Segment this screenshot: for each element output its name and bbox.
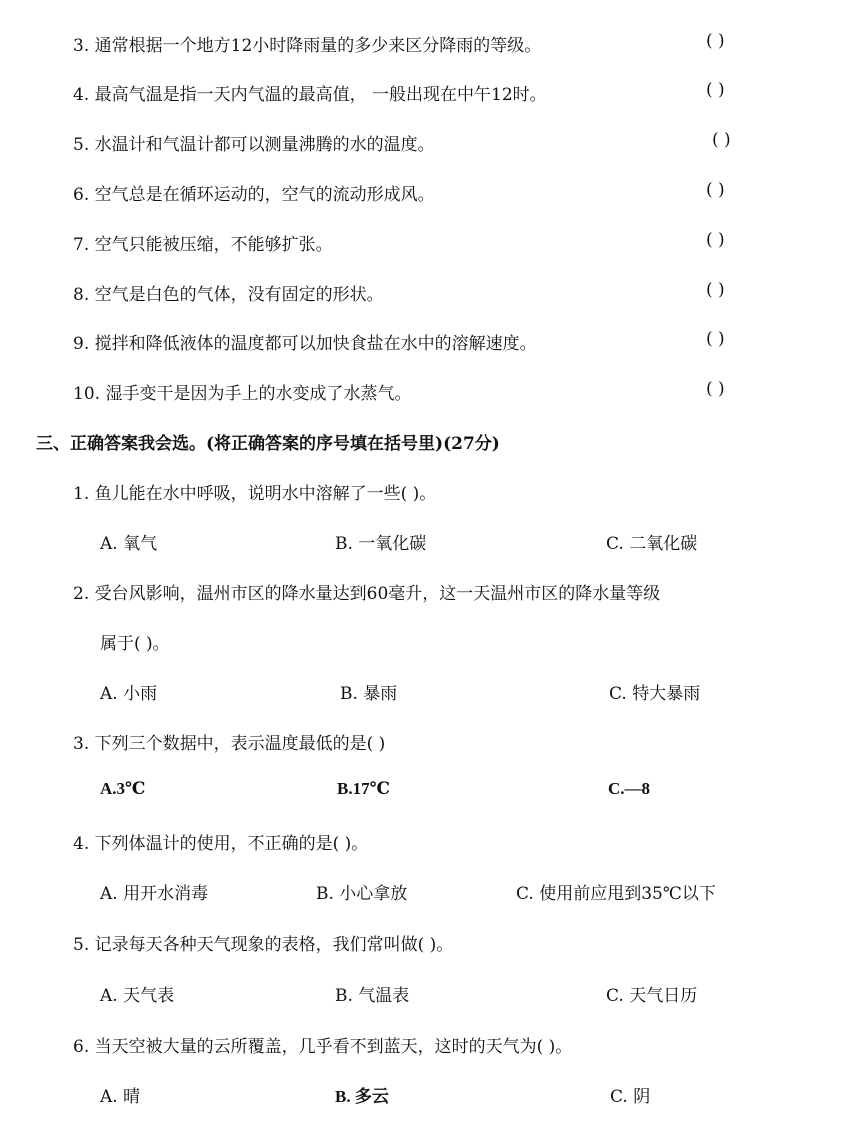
answer-paren[interactable]: ( ) <box>706 31 725 51</box>
option-a[interactable]: A. 晴 <box>100 1087 141 1107</box>
judgement-item-7: 7. 空气只能被压缩，不能够扩张。 <box>73 235 333 255</box>
section-heading: 三、正确答案我会选。(将正确答案的序号填在括号里)(27分) <box>36 434 500 454</box>
question-2: 2. 受台风影响，温州市区的降水量达到60毫升，这一天温州市区的降水量等级 <box>73 584 661 604</box>
answer-paren[interactable]: ( ) <box>706 329 725 349</box>
question-3: 3. 下列三个数据中，表示温度最低的是( ) <box>73 734 386 754</box>
question-6: 6. 当天空被大量的云所覆盖，几乎看不到蓝天，这时的天气为( )。 <box>73 1037 573 1057</box>
option-c[interactable]: C. 二氧化碳 <box>606 534 698 554</box>
option-c[interactable]: C. 特大暴雨 <box>609 684 701 704</box>
option-a[interactable]: A. 用开水消毒 <box>100 884 209 904</box>
question-1: 1. 鱼儿能在水中呼吸，说明水中溶解了一些( )。 <box>73 484 437 504</box>
option-a[interactable]: A. 天气表 <box>100 986 175 1006</box>
judgement-item-9: 9. 搅拌和降低液体的温度都可以加快食盐在水中的溶解速度。 <box>73 334 537 354</box>
option-a[interactable]: A. 小雨 <box>100 684 158 704</box>
option-b[interactable]: B. 一氧化碳 <box>335 534 427 554</box>
option-b[interactable]: B. 气温表 <box>335 986 410 1006</box>
option-b[interactable]: B.17℃ <box>337 779 390 798</box>
option-a[interactable]: A.3℃ <box>100 779 146 798</box>
question-4: 4. 下列体温计的使用，不正确的是( )。 <box>73 834 369 854</box>
question-5: 5. 记录每天各种天气现象的表格，我们常叫做( )。 <box>73 935 454 955</box>
option-c[interactable]: C. 天气日历 <box>606 986 698 1006</box>
judgement-item-10: 10. 湿手变干是因为手上的水变成了水蒸气。 <box>73 384 412 404</box>
option-c[interactable]: C.—8 <box>608 779 651 798</box>
option-b[interactable]: B. 多云 <box>335 1087 389 1106</box>
answer-paren[interactable]: ( ) <box>712 130 731 150</box>
answer-paren[interactable]: ( ) <box>706 379 725 399</box>
judgement-item-6: 6. 空气总是在循环运动的，空气的流动形成风。 <box>73 185 435 205</box>
option-c[interactable]: C. 使用前应甩到35℃以下 <box>516 884 716 904</box>
option-c[interactable]: C. 阴 <box>610 1087 651 1107</box>
answer-paren[interactable]: ( ) <box>706 80 725 100</box>
judgement-item-3: 3. 通常根据一个地方12小时降雨量的多少来区分降雨的等级。 <box>73 36 542 56</box>
judgement-item-8: 8. 空气是白色的气体，没有固定的形状。 <box>73 285 384 305</box>
option-b[interactable]: B. 小心拿放 <box>316 884 408 904</box>
question-2-continued: 属于( )。 <box>100 634 170 654</box>
answer-paren[interactable]: ( ) <box>706 180 725 200</box>
option-b[interactable]: B. 暴雨 <box>340 684 398 704</box>
answer-paren[interactable]: ( ) <box>706 280 725 300</box>
judgement-item-5: 5. 水温计和气温计都可以测量沸腾的水的温度。 <box>73 135 435 155</box>
answer-paren[interactable]: ( ) <box>706 230 725 250</box>
option-a[interactable]: A. 氧气 <box>100 534 158 554</box>
judgement-item-4: 4. 最高气温是指一天内气温的最高值， 一般出现在中午12时。 <box>73 85 547 105</box>
